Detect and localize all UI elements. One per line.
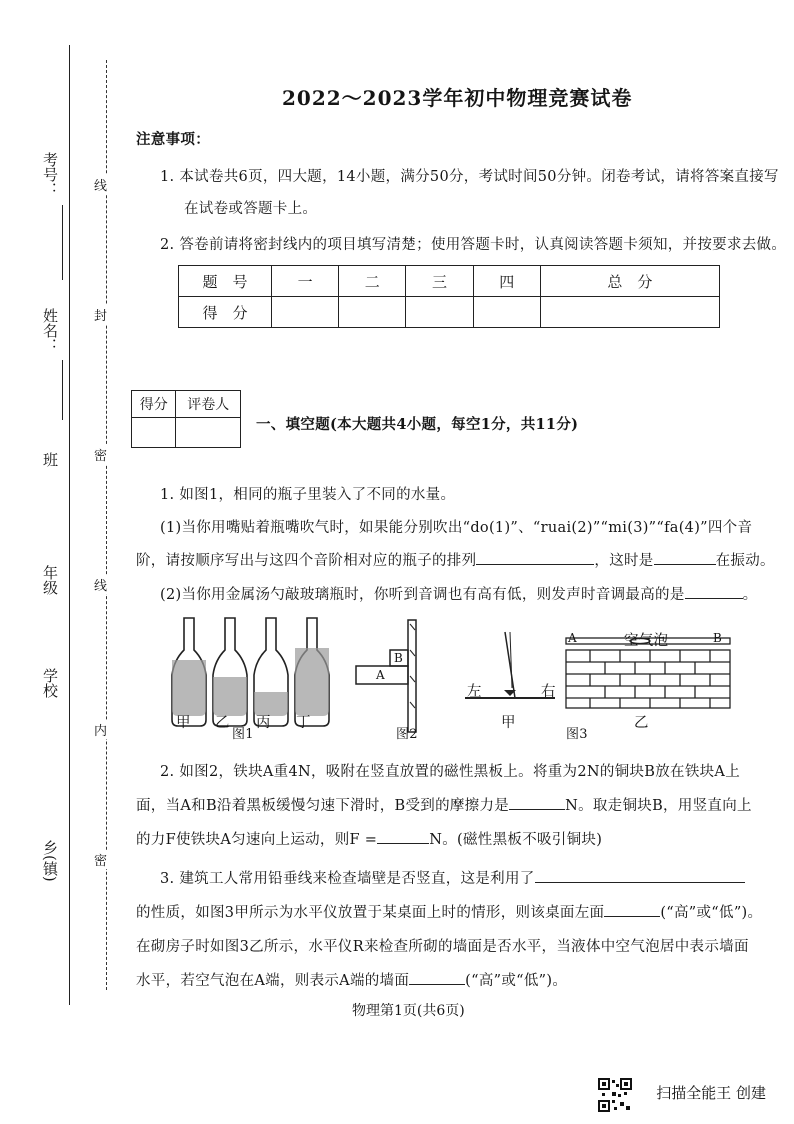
fig3-label-right: 右 (541, 684, 556, 700)
class-label: 班 (41, 452, 59, 467)
fig1-bottles (172, 618, 329, 726)
q2-blank-friction[interactable] (509, 795, 565, 810)
fig3-label-yi: 乙 (634, 715, 649, 731)
q1-part1-text-a: 阶，请按顺序写出与这四个音阶相对应的瓶子的排列 (136, 553, 477, 569)
q1-part1-text-b: ，这时是 (594, 553, 654, 569)
score-table (178, 265, 720, 328)
grader-name-cell[interactable] (176, 418, 241, 448)
q2-line2 (136, 794, 752, 815)
q3-line4 (136, 969, 567, 990)
seal-text-nei: 内 (94, 720, 107, 739)
grader-box (131, 390, 241, 448)
q1-blank-order[interactable] (476, 550, 594, 565)
q3-line1-text: 3. 建筑工人常用铅垂线来检查墙壁是否竖直，这是利用了 (160, 871, 535, 887)
grade-label: 年级 (41, 565, 59, 595)
score-row-label: 得 分 (179, 297, 272, 328)
q2-line3-text-b: N。(磁性黑板不吸引铜块) (429, 832, 603, 848)
q1-part2-text: (2)当你用金属汤勺敲玻璃瓶时，你听到音调也有高有低，则发声时音调最高的是 (160, 587, 685, 603)
q2-line3-text-a: 的力F使铁块A匀速向上运动，则F = (136, 832, 378, 848)
binding-line (69, 45, 70, 1005)
fig1-label-yi: 乙 (215, 715, 230, 731)
score-cell-total[interactable] (540, 297, 719, 328)
q2-line1: 2. 如图2，铁块A重4N，吸附在竖直放置的磁性黑板上。将重为2N的铜块B放在铁块A上 (160, 764, 740, 780)
school-label: 学校 (41, 668, 59, 698)
township-label: 乡(镇) (41, 840, 59, 882)
name-label: 姓名： (41, 308, 59, 353)
camscanner-watermark: 扫描全能王 创建 (656, 1084, 766, 1102)
fig3-label-left: 左 (467, 684, 482, 700)
q3-line1 (160, 867, 745, 888)
q3-line4-text-b: (“高”或“低”)。 (465, 973, 568, 989)
q3-line2 (136, 901, 762, 922)
seal-text-xian-2: 线 (94, 575, 107, 594)
q3-blank-property[interactable] (535, 868, 745, 883)
grader-name-label: 评卷人 (176, 391, 241, 418)
fig2-label-b: B (394, 651, 404, 665)
score-col-3: 三 (406, 266, 473, 297)
q2-line2-text-a: 面，当A和B沿着黑板缓慢匀速下滑时，B受到的摩擦力是 (136, 798, 510, 814)
q2-line3 (136, 828, 602, 849)
fig3-label-jia: 甲 (501, 715, 516, 731)
q1-part2 (160, 583, 757, 604)
fig1-label-ding: 丁 (296, 715, 311, 731)
score-col-1: 一 (272, 266, 339, 297)
fig1-label-jia: 甲 (176, 715, 191, 731)
score-col-total: 总 分 (540, 266, 719, 297)
notice-item-1-cont: 在试卷或答题卡上。 (184, 201, 318, 217)
notice-heading: 注意事项： (136, 131, 210, 148)
score-cell-1[interactable] (272, 297, 339, 328)
q1-blank-highest[interactable] (685, 584, 743, 599)
score-cell-2[interactable] (339, 297, 406, 328)
fig3-label-bubble: 空气泡 (624, 633, 669, 649)
score-cell-4[interactable] (473, 297, 540, 328)
q1-blank-vibrate[interactable] (654, 550, 716, 565)
q3-blank-wall[interactable] (409, 970, 465, 985)
score-col-2: 二 (339, 266, 406, 297)
q3-line2-text-a: 的性质，如图3甲所示为水平仪放置于某桌面上时的情形，则该桌面左面 (136, 905, 605, 921)
fig1-label-bing: 丙 (256, 715, 271, 731)
seal-text-xian: 线 (94, 175, 107, 194)
page-title: 2022～2023学年初中物理竞赛试卷 (282, 86, 633, 110)
fig3-label-b: B (713, 631, 723, 645)
fig3-caption: 图3 (566, 727, 588, 742)
q1-part1-text-c: 在振动。 (715, 553, 775, 569)
seal-text-mi-2: 密 (94, 850, 107, 869)
name-field[interactable] (62, 360, 63, 420)
q1-part1-line1: (1)当你用嘴贴着瓶嘴吹气时，如果能分别吹出“do(1)”、“ruai(2)”“mi(3)”“fa(4)”四个音 (160, 520, 753, 536)
qr-code-icon (598, 1078, 632, 1112)
score-col-4: 四 (473, 266, 540, 297)
q1-part2-end: 。 (742, 587, 758, 603)
notice-item-2: 2. 答卷前请将密封线内的项目填写清楚；使用答题卡时，认真阅读答题卡须知，并按要求去做。 (160, 237, 787, 253)
q1-part1-line2 (136, 549, 775, 570)
fig2-label-a: A (376, 668, 385, 682)
section-1-title: 一、填空题(本大题共4小题，每空1分，共11分) (256, 416, 579, 433)
fig2-blackboard (356, 620, 416, 732)
score-header-label: 题 号 (179, 266, 272, 297)
q3-line4-text-a: 水平，若空气泡在A端，则表示A端的墙面 (136, 973, 410, 989)
q2-line2-text-b: N。取走铜块B，用竖直向上 (565, 798, 752, 814)
exam-number-field[interactable] (62, 205, 63, 280)
seal-text-feng: 封 (94, 305, 107, 324)
q3-line3: 在砌房子时如图3乙所示，水平仪R来检查所砌的墙面是否水平，当液体中空气泡居中表示墙面 (136, 939, 749, 955)
q3-blank-table[interactable] (604, 902, 660, 917)
q3-line2-text-b: (“高”或“低”)。 (660, 905, 763, 921)
grader-score-label: 得分 (132, 391, 176, 418)
seal-text-mi: 密 (94, 445, 107, 464)
grader-score-cell[interactable] (132, 418, 176, 448)
notice-item-1: 1. 本试卷共6页，四大题，14小题，满分50分，考试时间50分钟。闭卷考试，请将答案直接写 (160, 169, 779, 185)
fig3-label-a: A (568, 631, 577, 645)
q2-blank-force[interactable] (377, 829, 429, 844)
fig2-caption: 图2 (396, 727, 418, 742)
exam-number-label: 考号： (41, 152, 59, 197)
score-cell-3[interactable] (406, 297, 473, 328)
fig1-caption: 图1 (232, 727, 254, 742)
q1-stem: 1. 如图1，相同的瓶子里装入了不同的水量。 (160, 487, 456, 503)
page-footer: 物理第1页(共6页) (352, 1003, 465, 1019)
